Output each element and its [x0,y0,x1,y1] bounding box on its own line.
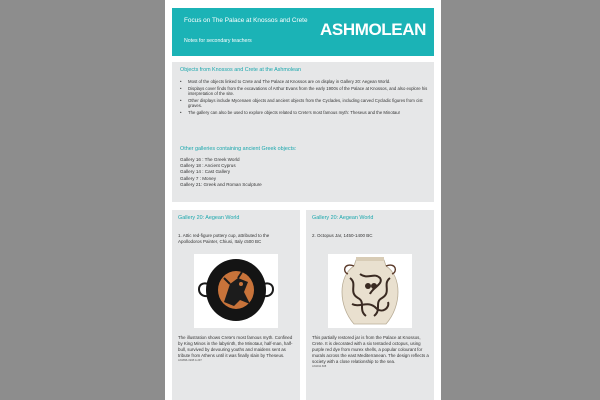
objects-section-heading: Objects from Knossos and Crete at the Ashmolean [180,67,302,73]
other-galleries-heading: Other galleries containing ancient Greek objects: [180,146,297,152]
card-description [312,335,430,369]
gallery-list-item: Gallery 18 : Ancient Cyprus [180,163,236,169]
octopus-jar-image [328,254,412,328]
accession-number: AN1896-1908.G.297 [178,359,202,363]
card-caption: 2. Octopus Jar, 1450-1400 BC [312,233,373,238]
gallery-list-item: Gallery 7 : Money [180,175,216,181]
object-card-cup [172,210,300,400]
objects-bullet-list [180,79,428,117]
card-description-text: This partially restored jar is from the Palace at Knossos, Crete. It is decorated with a six tentacled octopus, using purple red dye from murex shells, a popular colourant for murals across the east Mediterranean. The design reflects a society with a close relationship to the sea. [312,335,429,365]
card-heading: Gallery 20: Aegean World [178,215,240,221]
header-banner [172,8,434,56]
gallery-list-item: Gallery 21: Greek and Roman Sculpture [180,181,262,187]
red-figure-cup-image [194,254,278,328]
ashmolean-logo: ASHMOLEAN [320,20,426,39]
objects-info-panel [172,62,434,202]
gallery-list-item: Gallery 16 : The Greek World [180,157,240,162]
bullet-item: • Most of the objects linked to Crete and The Palace at Knossos are on display in Gallery 20: Aegean World. [180,79,428,85]
object-card-jar [306,210,434,400]
card-description-text: The illustration shows Crete's most famous myth. Confined by King Minos in the labyrinth, the Minotaur, half-man, half-bull, survived by devouring youths and maidens sent as tribute from Athens until it was finally slain by Theseus. [178,335,293,359]
card-heading: Gallery 20: Aegean World [312,215,374,221]
document-page [165,0,441,400]
document-subtitle: Notes for secondary teachers [184,38,252,44]
bullet-item: • Displays cover finds from the excavations of Arthur Evans from the early 1900s of the Palace at Knossos, and also explore his interpretation of the site. [180,86,428,97]
gallery-list [180,157,262,188]
document-title: Focus on The Palace at Knossos and Crete [184,17,308,24]
bullet-item: • The gallery can also be used to explore objects related to Crete's most famous myth: Theseus and the Minotaur [180,110,428,116]
gallery-list-item: Gallery 14 : Cast Gallery [180,169,231,175]
bullet-item: • Other displays include Mycenaen objects and ancient objects from the Cyclades, including carved Cycladic figures from cist graves. [180,98,428,109]
accession-number: AN1911.608 [312,365,327,369]
card-caption: 1. Attic red-figure pottery cup, attributed to the Apollodoros Painter, Chiusi, Italy c500 BC [178,233,270,244]
card-description [178,335,296,363]
